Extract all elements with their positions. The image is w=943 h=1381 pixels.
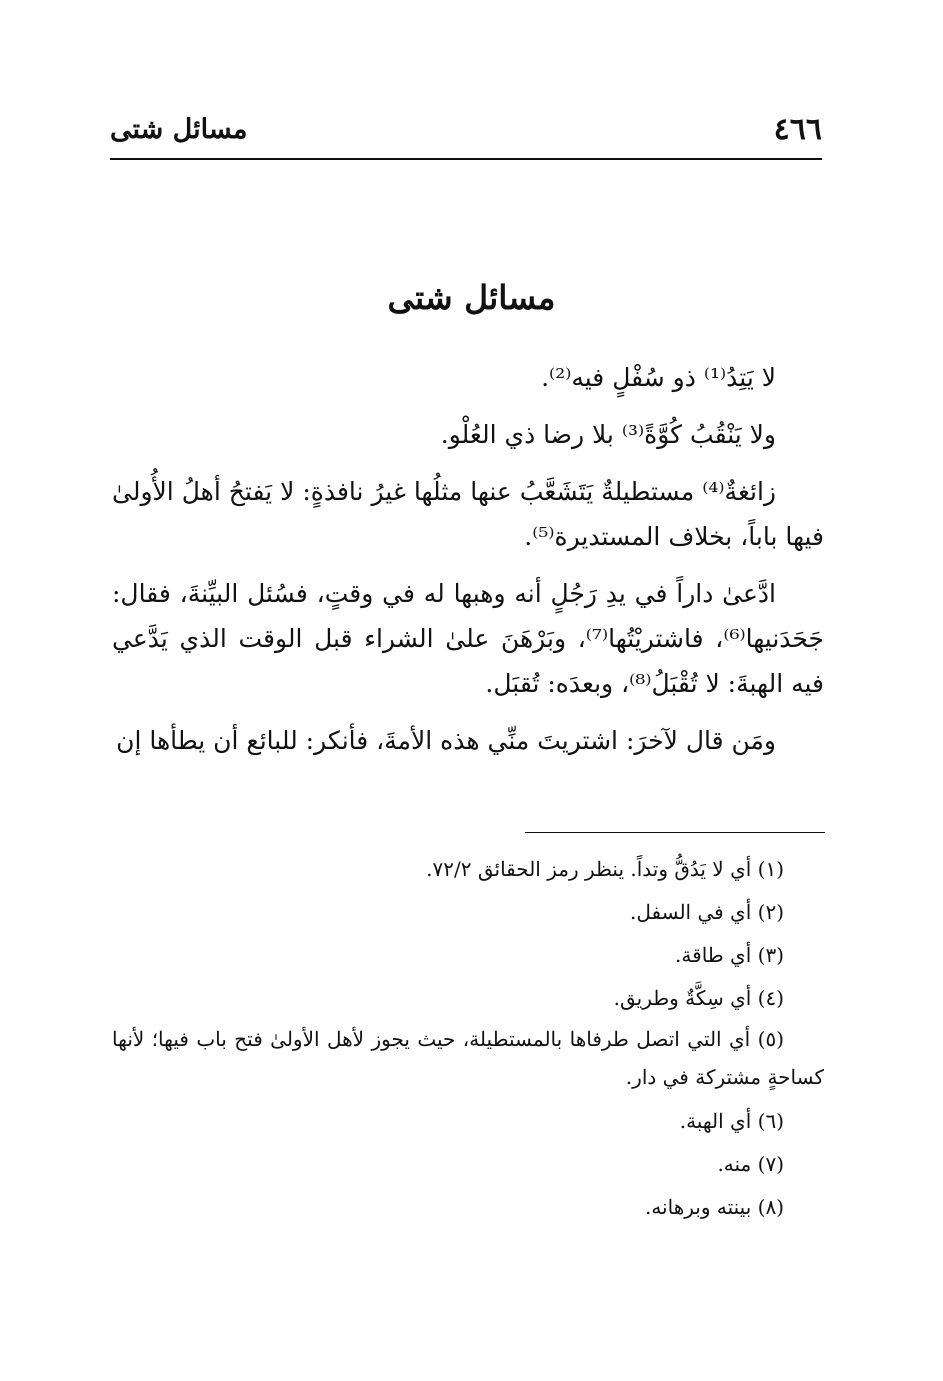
page-number: ٤٦٦ xyxy=(773,112,822,147)
footnote-4: (٤) أي سِكَّةٌ وطريق. xyxy=(613,986,784,1010)
paragraph-4: ادَّعىٰ داراً في يدِ رَجُلٍ أنه وهبها له في وقتٍ، فسُئل البيِّنةَ، فقال: جَحَدَنيها⁽⁶⁾، فاشتريْتُها⁽⁷⁾، وبَرْهَنَ علىٰ الشراء قبل الوقت الذي يَدَّعي فيه الهبةَ: لا تُقْبَلُ⁽⁸⁾، وبعدَه: تُقبَل. xyxy=(112,579,824,698)
footnote-5: (٥) أي التي اتصل طرفاها بالمستطيلة، حيث يجوز لأهل الأولىٰ فتح باب فيها؛ لأنها كساحةٍ مشتركة في دار. xyxy=(112,1027,824,1089)
footnotes xyxy=(112,848,824,1229)
paragraph-2: ولا يَنْقُبُ كُوَّةً⁽³⁾ بلا رضا ذي العُلْو. xyxy=(440,420,776,449)
paragraph-5: ومَن قال لآخرَ: اشتريتَ منِّي هذه الأمةَ، فأنكر: للبائع أن يطأها إن xyxy=(116,726,776,755)
paragraph-1: لا يَتِدُ⁽¹⁾ ذو سُفْلٍ فيه⁽²⁾. xyxy=(541,363,776,392)
running-header xyxy=(110,112,822,160)
footnote-6: (٦) أي الهبة. xyxy=(679,1109,784,1133)
running-title: مسائل شتى xyxy=(110,114,248,145)
footnote-8: (٨) بينته وبرهانه. xyxy=(644,1195,784,1219)
footnote-2: (٢) أي في السفل. xyxy=(630,900,784,924)
footnote-separator xyxy=(525,832,825,833)
main-text xyxy=(112,355,824,775)
chapter-title: مسائل شتى xyxy=(387,278,556,317)
footnote-7: (٧) منه. xyxy=(717,1152,784,1176)
footnote-3: (٣) أي طاقة. xyxy=(675,943,784,967)
footnote-1: (١) أي لا يَدُقُّ وتداً. ينظر رمز الحقائق ٧٢/٢. xyxy=(426,857,784,881)
paragraph-3: زائغةٌ⁽⁴⁾ مستطيلةٌ يَتَشَعَّبُ عنها مثلُها غيرُ نافذةٍ: لا يَفتحُ أهلُ الأُولىٰ فيها باباً، بخلاف المستديرة⁽⁵⁾. xyxy=(112,477,824,551)
